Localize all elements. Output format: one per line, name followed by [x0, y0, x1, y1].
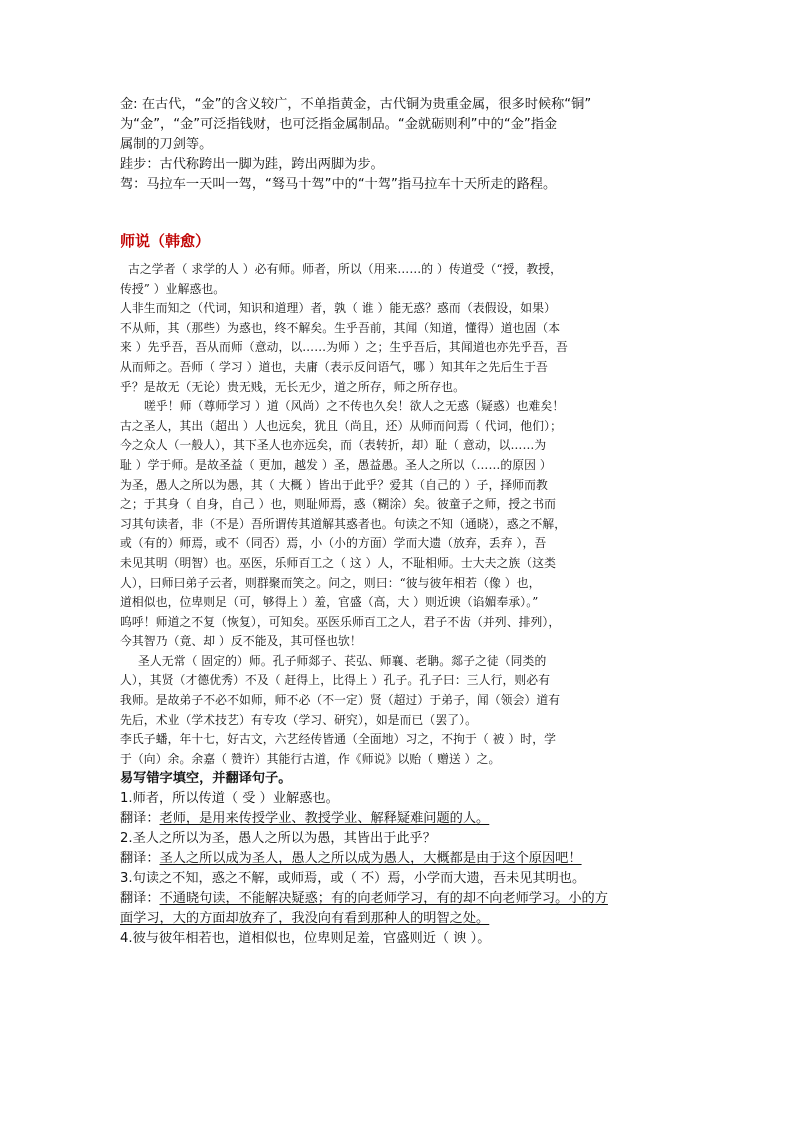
text-line: 乎？是故无（无论）贵无贱，无长无少，道之所存，师之所存也。 — [120, 379, 466, 394]
translation-text: 老师，是用来传授学业、教授学业、解释疑难问题的人。 — [159, 811, 490, 827]
text-line: 今之众人（一般人），其下圣人也亦远矣，而（表转折，却）耻（ 意动，以……为 — [120, 438, 547, 453]
section-title: 师说（韩愈） — [120, 232, 211, 250]
text-line: 从而师之。吾师（ 学习 ）道也，夫庸（表示反问语气，哪 ）知其年之先后生于吾 — [120, 359, 548, 374]
exercise-question: 3.句读之不知，惑之不解，或师焉，或（ 不）焉，小学而大遗，吾未见其明也。 — [120, 871, 586, 887]
text-line: 或（有的）师焉，或不（同否）焉，小（小的方面）学而大遗（放弃，丢弃 ），吾 — [120, 536, 547, 551]
exercise-translation — [120, 809, 680, 829]
classical-text — [120, 260, 680, 769]
document-page — [120, 95, 680, 949]
translation-text: 面学习，大的方面却放弃了，我没向有看到那种人的明智之处。 — [120, 911, 490, 927]
exercise-question: 2.圣人之所以为圣，愚人之所以为愚，其皆出于此乎？ — [120, 831, 436, 847]
text-line: 人），曰师曰弟子云者，则群聚而笑之。问之，则曰：“彼与彼年相若（像 ）也， — [120, 575, 541, 590]
translation-text: 圣人之所以成为圣人，愚人之所以成为愚人，大概都是由于这个原因吧！ — [159, 851, 582, 867]
exercise-block — [120, 769, 680, 949]
exercise-translation — [120, 889, 680, 909]
note-line: 金: 在古代，“金”的含义较广，不单指黄金，古代铜为贵重金属，很多时候称“铜” — [120, 97, 592, 112]
text-line: 道相似也，位卑则足（可，够得上 ）羞，官盛（高，大 ）则近谀（谄媚奉承）。” — [120, 595, 539, 610]
note-line: 驾：马拉车一天叫一驾，“驽马十驾”中的“十驾”指马拉车十天所走的路程。 — [120, 177, 557, 192]
text-line: 耻 ）学于师。是故圣益（ 更加，越发 ）圣，愚益愚。圣人之所以（……的原因 ） — [120, 457, 552, 472]
translation-text: 不通晓句读，不能解决疑惑；有的向老师学习，有的却不向老师学习。小的方 — [159, 891, 608, 907]
text-line: 习其句读者，非（不是）吾所谓传其道解其惑者也。句读之不知（通晓），惑之不解， — [120, 516, 567, 531]
text-line: 嗟乎！师（尊师学习 ）道（风尚）之不传也久矣！欲人之无惑（疑惑）也难矣！ — [144, 399, 565, 414]
text-line: 李氏子蟠，年十七，好古文，六艺经传皆通（全面地）习之，不拘于（ 被 ）时，学 — [120, 732, 556, 747]
text-line: 于（向）余。余嘉（ 赞许）其能行古道，作《师说》以贻（ 赠送 ）之。 — [120, 751, 501, 766]
text-line: 古之学者（ 求学的人 ）必有师。师者，所以（用来……的 ）传道受（“授，教授， — [128, 262, 563, 276]
text-line: 人），其贤（才德优秀）不及（ 赶得上，比得上 ）孔子。孔子曰：三人行，则必有 — [120, 673, 551, 688]
text-line: 古之圣人，其出（超出 ）人也远矣，犹且（尚且，还）从师而问焉（ 代词，他们）； — [120, 418, 562, 433]
notes-block — [120, 95, 680, 195]
text-line: 呜呼！师道之不复（恢复），可知矣。巫医乐师百工之人，君子不齿（并列、排列）， — [120, 614, 561, 629]
exercise-translation — [120, 849, 680, 869]
text-line: 之；于其身（ 自身，自己 ）也，则耻师焉，惑（糊涂）矣。彼童子之师，授之书而 — [120, 497, 556, 512]
note-line: 为“金”，“金”可泛指钱财，也可泛指金属制品。“金就砺则利”中的“金”指金 — [120, 117, 558, 132]
note-line: 属制的刀剑等。 — [120, 137, 213, 152]
exercise-translation-cont — [120, 909, 680, 929]
text-line: 今其智乃（竟、却 ）反不能及，其可怪也欤！ — [120, 634, 362, 649]
exercise-title: 易写错字填空，并翻译句子。 — [120, 771, 292, 787]
note-line: 跬步：古代称跨出一脚为跬，跨出两脚为步。 — [120, 157, 384, 172]
exercise-question: 1.师者，所以传道（ 受 ）业解惑也。 — [120, 791, 339, 807]
text-line: 未见其明（明智）也。巫医，乐师百工之（ 这 ）人，不耻相师。士大夫之族（这类 — [120, 555, 556, 570]
text-line: 来 ）先乎吾，吾从而师（意动，以……为师 ）之；生乎吾后，其闻道也亦先乎吾，吾 — [120, 340, 568, 355]
text-line: 传授” ）业解惑也。 — [120, 281, 226, 296]
translation-label: 翻译： — [120, 811, 160, 827]
exercise-question: 4.彼与彼年相若也，道相似也，位卑则足羞，官盛则近（ 谀 ）。 — [120, 931, 491, 947]
text-line: 圣人无常（ 固定的）师。孔子师郯子、苌弘、师襄、老聃。郯子之徒（同类的 — [138, 653, 547, 668]
text-line: 人非生而知之（代词，知识和道理）者，孰（ 谁 ）能无惑？惑而（表假设，如果） — [120, 301, 556, 316]
text-line: 我师。是故弟子不必不如师，师不必（不一定）贤（超过）于弟子，闻（领会）道有 — [120, 693, 561, 708]
text-line: 先后，术业（学术技艺）有专攻（学习、研究），如是而已（罢了）。 — [120, 712, 478, 727]
translation-label: 翻译： — [120, 891, 160, 907]
text-line: 为圣，愚人之所以为愚，其（ 大概 ）皆出于此乎？爱其（自己的 ）子，择师而教 — [120, 477, 548, 492]
text-line: 不从师，其（那些）为惑也，终不解矣。生乎吾前，其闻（知道，懂得）道也固（本 — [120, 320, 561, 335]
translation-label: 翻译： — [120, 851, 160, 867]
